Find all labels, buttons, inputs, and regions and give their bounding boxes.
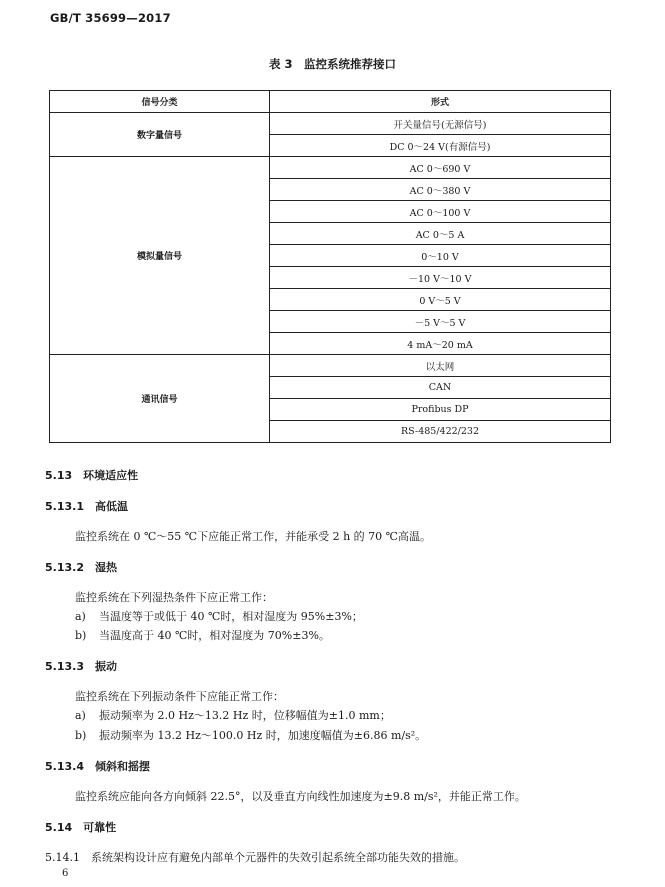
table-row: [50, 113, 611, 135]
table-row: [50, 157, 611, 179]
list-marker: a): [75, 709, 86, 722]
table-cell: DC 0～24 V(有源信号): [270, 135, 611, 157]
table-cell: 以太网: [270, 355, 611, 377]
list-marker: b): [75, 629, 87, 642]
section-5-13-3: 5.13.3 振动: [45, 660, 117, 673]
section-5-13-2: 5.13.2 湿热: [45, 561, 117, 574]
table-cell: AC 0～690 V: [270, 157, 611, 179]
interface-table: [49, 90, 611, 443]
table-cell: －10 V～10 V: [270, 267, 611, 289]
paragraph-5-13-4: 监控系统应能向各方向倾斜 22.5°，以及垂直方向线性加速度为±9.8 m/s²，并能正常工作。: [75, 790, 526, 803]
table-cell: －5 V～5 V: [270, 311, 611, 333]
section-5-14: 5.14 可靠性: [45, 821, 117, 834]
list-text: 当温度高于 40 ℃时，相对湿度为 70%±3%。: [99, 629, 330, 642]
table-cell: AC 0～5 A: [270, 223, 611, 245]
table-cell: AC 0～100 V: [270, 201, 611, 223]
table-cell: CAN: [270, 377, 611, 399]
table-cell: RS-485/422/232: [270, 421, 611, 443]
section-5-13-4: 5.13.4 倾斜和摇摆: [45, 760, 150, 773]
paragraph-5-13-3: 监控系统在下列振动条件下应能正常工作：: [75, 690, 284, 703]
list-item: [75, 727, 426, 743]
list-item: [75, 707, 391, 723]
table-cell: 4 mA～20 mA: [270, 333, 611, 355]
list-text: 振动频率为 13.2 Hz～100.0 Hz 时，加速度幅值为±6.86 m/s²。: [99, 729, 427, 742]
table-row: [50, 355, 611, 377]
category-communication: 通讯信号: [50, 355, 270, 443]
section-5-13: 5.13 环境适应性: [45, 469, 139, 482]
list-marker: b): [75, 729, 87, 742]
section-5-14-1: 5.14.1 系统架构设计应有避免内部单个元器件的失效引起系统全部功能失效的措施。: [45, 851, 465, 864]
list-text: 当温度等于或低于 40 ℃时，相对湿度为 95%±3%；: [99, 610, 363, 623]
page-number: 6: [62, 868, 69, 879]
list-item: [75, 608, 363, 624]
standard-header: GB/T 35699—2017: [50, 11, 171, 25]
table-cell: AC 0～380 V: [270, 179, 611, 201]
list-marker: a): [75, 610, 86, 623]
list-text: 振动频率为 2.0 Hz～13.2 Hz 时，位移幅值为±1.0 mm；: [99, 709, 391, 722]
table-cell: 开关量信号(无源信号): [270, 113, 611, 135]
table-cell: 0～10 V: [270, 245, 611, 267]
section-5-13-1: 5.13.1 高低温: [45, 500, 128, 513]
paragraph-5-13-2: 监控系统在下列湿热条件下应正常工作：: [75, 591, 273, 604]
header-signal-category: 信号分类: [50, 91, 270, 113]
header-form: 形式: [270, 91, 611, 113]
category-digital: 数字量信号: [50, 113, 270, 157]
table-cell: 0 V～5 V: [270, 289, 611, 311]
table-header-row: [50, 91, 611, 113]
paragraph-5-13-1: 监控系统在 0 ℃～55 ℃下应能正常工作，并能承受 2 h 的 70 ℃高温。: [75, 530, 431, 543]
category-analog: 模拟量信号: [50, 157, 270, 355]
list-item: [75, 627, 330, 643]
table-title: 表 3 监控系统推荐接口: [268, 57, 396, 71]
table-cell: Profibus DP: [270, 399, 611, 421]
